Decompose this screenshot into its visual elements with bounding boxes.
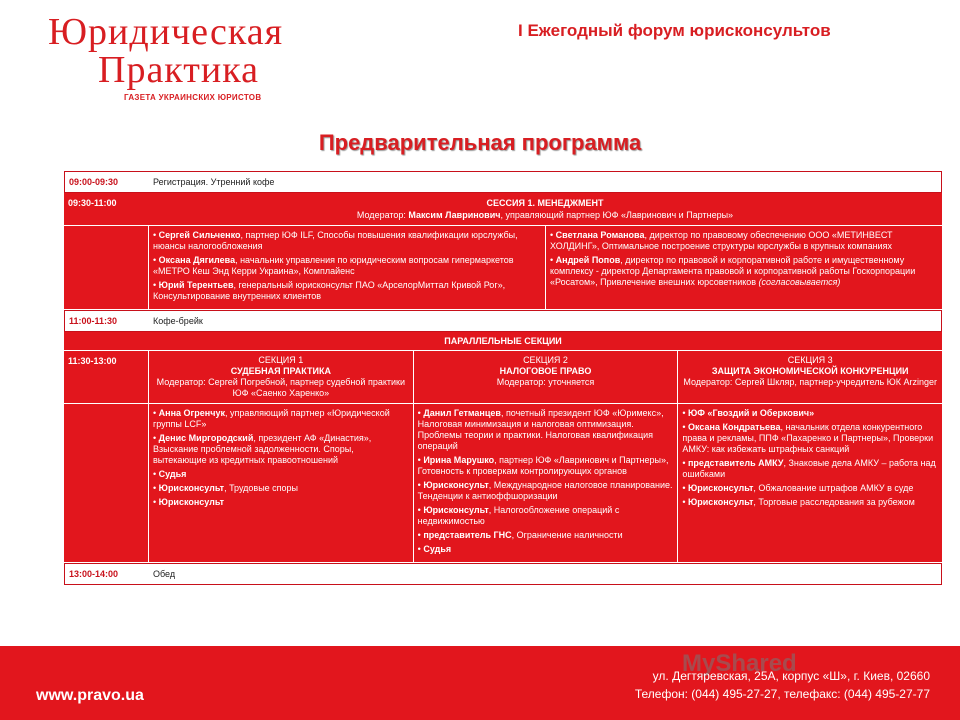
speaker-item: • Судья — [153, 469, 187, 479]
section-1-header — [148, 351, 413, 403]
parallel-sections-title: ПАРАЛЛЕЛЬНЫЕ СЕКЦИИ — [444, 336, 562, 346]
speaker-item: • Оксана Дягилева, начальник управления по юридическим вопросам гипермаркетов «МЕТРО Кеш Энд Керри Украина», Комплайенс — [153, 255, 514, 276]
time-cell: 09:30-11:00 — [68, 198, 117, 208]
session-moderator — [152, 210, 938, 220]
speaker-column-left — [148, 226, 545, 309]
program-table — [64, 171, 942, 585]
time-cell: 09:00-09:30 — [69, 177, 119, 187]
session-title: СЕССИЯ 1. МЕНЕДЖМЕНТ — [486, 198, 604, 208]
speaker-item: • представитель АМКУ, Знаковые дела АМКУ – работа над ошибками — [682, 458, 936, 479]
section-title: СЕКЦИЯ 1 — [258, 355, 304, 365]
speaker-item: • Андрей Попов, директор по правовой и корпоративной работе и имущественному комплексу - директор Департамента правовой и корпоративной работы Госкорпорации «Росатом», Привлечение внешних юрсоветников (согласовывается) — [550, 255, 916, 287]
section-title: СЕКЦИЯ 3 — [787, 355, 833, 365]
newspaper-logo — [48, 10, 348, 105]
activity-cell: Регистрация. Утренний кофе — [153, 177, 275, 187]
activity-cell: Кофе-брейк — [153, 316, 203, 326]
contact-info — [635, 667, 930, 703]
time-cell-empty — [64, 226, 148, 309]
speaker-item: • Юрисконсульт, Международное налоговое планирование. Тенденции к антиоффшоризации — [417, 480, 673, 501]
speaker-item: • Денис Миргородский, президент АФ «Династия», Взыскание проблемной задолженности. Споры, вытекающие из кредитных правоотношений — [153, 433, 372, 465]
section-subtitle: ЗАЩИТА ЭКОНОМИЧЕСКОЙ КОНКУРЕНЦИИ — [711, 366, 909, 376]
section-header-columns — [148, 351, 942, 403]
section-moderator: Модератор: Сергей Шкляр, партнер-учредитель ЮК Arzinger — [683, 377, 937, 387]
speaker-column-right — [545, 226, 942, 309]
section-subtitle: НАЛОГОВОЕ ПРАВО — [499, 366, 592, 376]
phone-line: Телефон: (044) 495-27-27, телефакс: (044) 495-27-77 — [634, 687, 930, 701]
row-sections-speakers — [64, 404, 942, 563]
row-sections-header — [64, 351, 942, 404]
speaker-note: (согласовывается) — [758, 277, 841, 287]
moderator-label: Модератор: — [356, 210, 409, 220]
speaker-item: • Юрисконсульт, Обжалование штрафов АМКУ в суде — [682, 483, 914, 493]
program-title: Предварительная программа — [318, 130, 642, 155]
speaker-item: • Судья — [417, 544, 452, 554]
logo-line-1: Юридическая — [48, 11, 284, 53]
speaker-item: • Юрисконсульт — [153, 497, 225, 507]
section-1-speakers — [148, 404, 413, 562]
speaker-item: • Светлана Романова, директор по правовому обеспечению ООО «МЕТИНВЕСТ ХОЛДИНГ», Оптимальное построение структуры юрслужбы в крупных компаниях — [550, 230, 893, 251]
speaker-item: • Юрисконсульт, Трудовые споры — [153, 483, 299, 493]
website-link[interactable]: www.pravo.ua — [36, 687, 144, 704]
section-title: СЕКЦИЯ 2 — [523, 355, 568, 365]
logo-line-2: Практика — [98, 49, 259, 91]
logo-tagline: ГАЗЕТА УКРАИНСКИХ ЮРИСТОВ — [124, 93, 262, 102]
speaker-item: • Юрисконсульт, Торговые расследования за рубежом — [682, 497, 915, 507]
section-3-header — [677, 351, 942, 403]
section-2-speakers — [413, 404, 678, 562]
speaker-item: • Юрисконсульт, Налогообложение операций с недвижимостью — [417, 505, 620, 526]
speaker-item: • Данил Гетманцев, почетный президент ЮФ «Юримекс», Налоговая минимизация и налоговая оптимизация. Проблемы теории и практики. Налоговая квалификация операций — [417, 408, 664, 451]
watermark: MyShared — [682, 650, 797, 677]
section-speaker-columns — [148, 404, 942, 562]
speaker-item: • Ирина Марушко, партнер ЮФ «Лавринович и Партнеры», Готовность к проверкам контролирующих органов — [417, 455, 669, 476]
time-cell: 11:30-13:00 — [68, 356, 117, 366]
speaker-item: • Юрий Терентьев, генеральный юрисконсульт ПАО «АрселорМиттал Кривой Рог», Консультирование внутренних клиентов — [153, 280, 506, 301]
time-cell: 13:00-14:00 — [69, 569, 119, 579]
section-moderator: Модератор: уточняется — [496, 377, 595, 387]
section-subtitle: СУДЕБНАЯ ПРАКТИКА — [230, 366, 331, 376]
row-parallel-sections — [64, 332, 942, 351]
section-moderator: Модератор: Сергей Погребной, партнер судебной практики ЮФ «Саенко Харенко» — [156, 377, 405, 398]
session-header — [148, 193, 942, 225]
activity-cell: Обед — [153, 569, 176, 579]
time-cell-empty — [64, 404, 148, 562]
speaker-columns — [148, 226, 942, 309]
section-3-speakers — [677, 404, 942, 562]
moderator-role: , управляющий партнер ЮФ «Лавринович и Партнеры» — [500, 210, 734, 220]
speaker-item: • ЮФ «Гвоздий и Оберкович» — [682, 408, 815, 418]
forum-title: I Ежегодный форум юрисконсультов — [518, 21, 831, 40]
row-coffee-break — [64, 310, 942, 332]
address-line: ул. Дегтяревская, 25А, корпус «Ш», г. Киев, 02660 — [652, 669, 930, 683]
speaker-item: • представитель ГНС, Ограничение наличности — [417, 530, 623, 540]
speaker-item: • Оксана Кондратьева, начальник отдела конкурентного права и рекламы, ППФ «Пахаренко и Партнеры», Проверки АМКУ: как избежать штрафных санкций — [682, 422, 934, 454]
time-cell: 11:00-11:30 — [69, 316, 118, 326]
speaker-item: • Сергей Сильченко, партнер ЮФ ILF, Способы повышения квалификации юрслужбы, нюансы налогообложения — [153, 230, 518, 251]
header — [0, 0, 960, 110]
speaker-item: • Анна Огренчук, управляющий партнер «Юридической группы LCF» — [153, 408, 390, 429]
row-lunch — [64, 563, 942, 585]
section-2-header — [413, 351, 678, 403]
row-session1-speakers — [64, 226, 942, 310]
moderator-name: Максим Лавринович — [408, 210, 501, 220]
row-registration — [64, 171, 942, 193]
row-session1-header — [64, 193, 942, 226]
